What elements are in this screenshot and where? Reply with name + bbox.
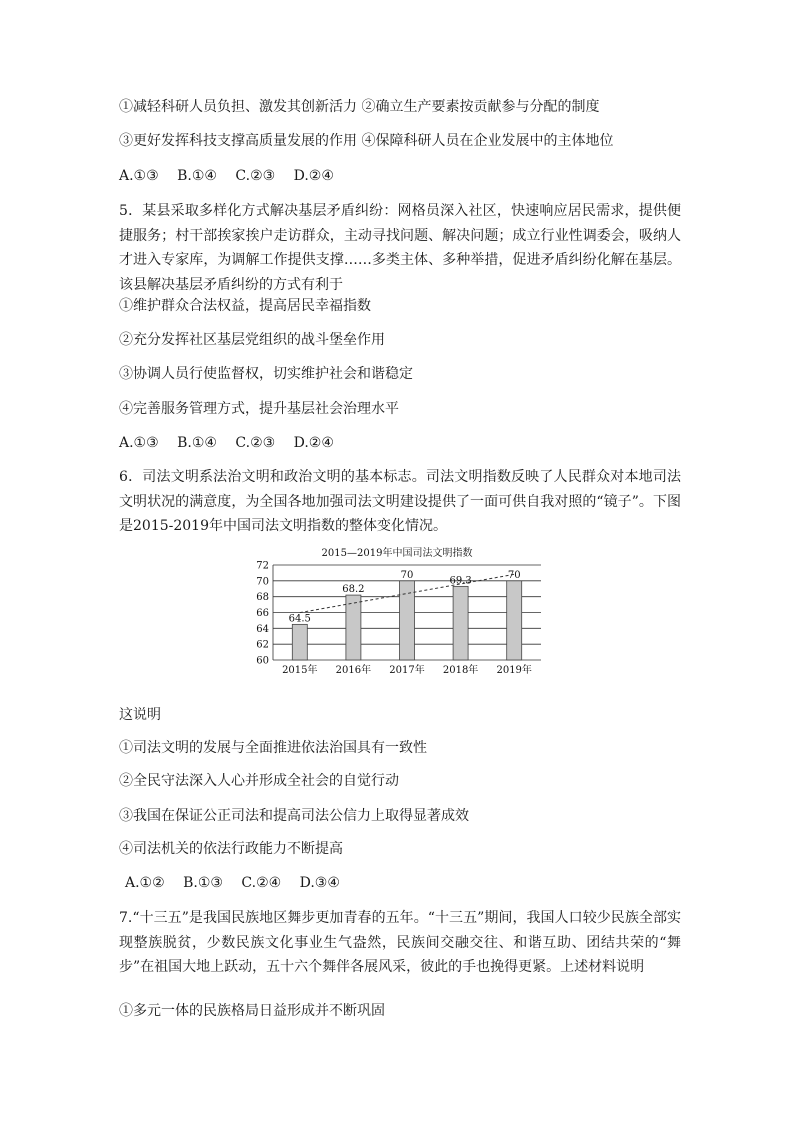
chart-title: 2015—2019年中国司法文明指数 xyxy=(321,548,473,559)
q6-option-3: ③我国在保证公正司法和提高司法公信力上取得显著成效 xyxy=(119,808,469,824)
q5-option-2: ②充分发挥社区基层党组织的战斗堡垒作用 xyxy=(119,332,385,348)
q6-lead: 这说明 xyxy=(119,707,161,723)
q7-stem: 7.“十三五”是我国民族地区舞步更加青春的五年。“十三五”期间，我国人口较少民族全部实现整族脱贫，少数民族文化事业生气盎然，民族间交融交往、和谐互助、团结共荣的“舞步”在祖国大地上跃动，五十六个舞伴各展风采，彼此的手也挽得更紧。上述材料说明 xyxy=(119,910,681,975)
q5-option-4: ④完善服务管理方式，提升基层社会治理水平 xyxy=(119,401,399,417)
value-label: 69.3 xyxy=(449,575,472,587)
bar xyxy=(507,581,522,660)
x-tick-label: 2017年 xyxy=(389,665,425,676)
x-tick-label: 2019年 xyxy=(496,665,532,676)
y-tick-label: 60 xyxy=(256,655,269,667)
value-label: 68.2 xyxy=(342,584,365,596)
bar xyxy=(346,595,361,660)
bar xyxy=(292,624,307,660)
y-tick-label: 72 xyxy=(256,560,269,572)
q6-option-4: ④司法机关的依法行政能力不断提高 xyxy=(119,841,343,857)
y-tick-label: 64 xyxy=(256,623,269,635)
q6-stem: 6．司法文明系法治文明和政治文明的基本标志。司法文明指数反映了人民群众对本地司法文明状况的满意度，为全国各地加强司法文明建设提供了一面可供自我对照的“镜子”。下图 是2015-2019年中国司法文明指数的整体变化情况。 xyxy=(119,469,681,534)
q7-option-1: ①多元一体的民族格局日益形成并不断巩固 xyxy=(119,1003,385,1019)
bar xyxy=(453,586,468,660)
y-tick-label: 70 xyxy=(256,576,269,588)
q4-option-line-1: ①减轻科研人员负担、激发其创新活力 ②确立生产要素按贡献参与分配的制度 xyxy=(119,99,600,115)
q5-option-3: ③协调人员行使监督权，切实维护社会和谐稳定 xyxy=(119,366,413,382)
y-tick-label: 68 xyxy=(256,592,269,604)
value-label: 64.5 xyxy=(288,613,311,625)
x-tick-label: 2016年 xyxy=(335,665,372,676)
q5-answer-choices: A.①③ B.①④ C.②③ D.②④ xyxy=(119,435,334,451)
q5-stem: 5．某县采取多样化方式解决基层矛盾纠纷：网格员深入社区，快速响应居民需求，提供便捷服务；村干部挨家挨户走访群众，主动寻找问题、解决问题；成立行业性调委会，吸纳人才进入专家库，为调解工作提供支撑……多类主体、多种举措，促进矛盾纠纷化解在基层。该县解决基层矛盾纠纷的方式有利于 xyxy=(119,203,681,293)
y-tick-label: 66 xyxy=(256,608,269,619)
x-tick-label: 2015年 xyxy=(282,665,318,676)
q6-answer-choices: A.①② B.①③ C.②④ D.③④ xyxy=(125,875,340,891)
q6-option-1: ①司法文明的发展与全面推进依法治国具有一致性 xyxy=(119,740,427,756)
q4-option-line-2: ③更好发挥科技支撑高质量发展的作用 ④保障科研人员在企业发展中的主体地位 xyxy=(119,133,614,149)
x-tick-label: 2018年 xyxy=(442,665,479,676)
value-label: 70 xyxy=(507,569,521,581)
q6-option-2: ②全民守法深入人心并形成全社会的自觉行动 xyxy=(119,773,399,789)
q4-answer-choices: A.①③ B.①④ C.②③ D.②④ xyxy=(119,168,334,184)
y-tick-label: 62 xyxy=(256,639,269,651)
value-label: 70 xyxy=(400,569,414,581)
q5-option-1: ①维护群众合法权益，提高居民幸福指数 xyxy=(119,298,371,314)
bar xyxy=(400,581,415,660)
judicial-index-chart xyxy=(243,545,551,679)
